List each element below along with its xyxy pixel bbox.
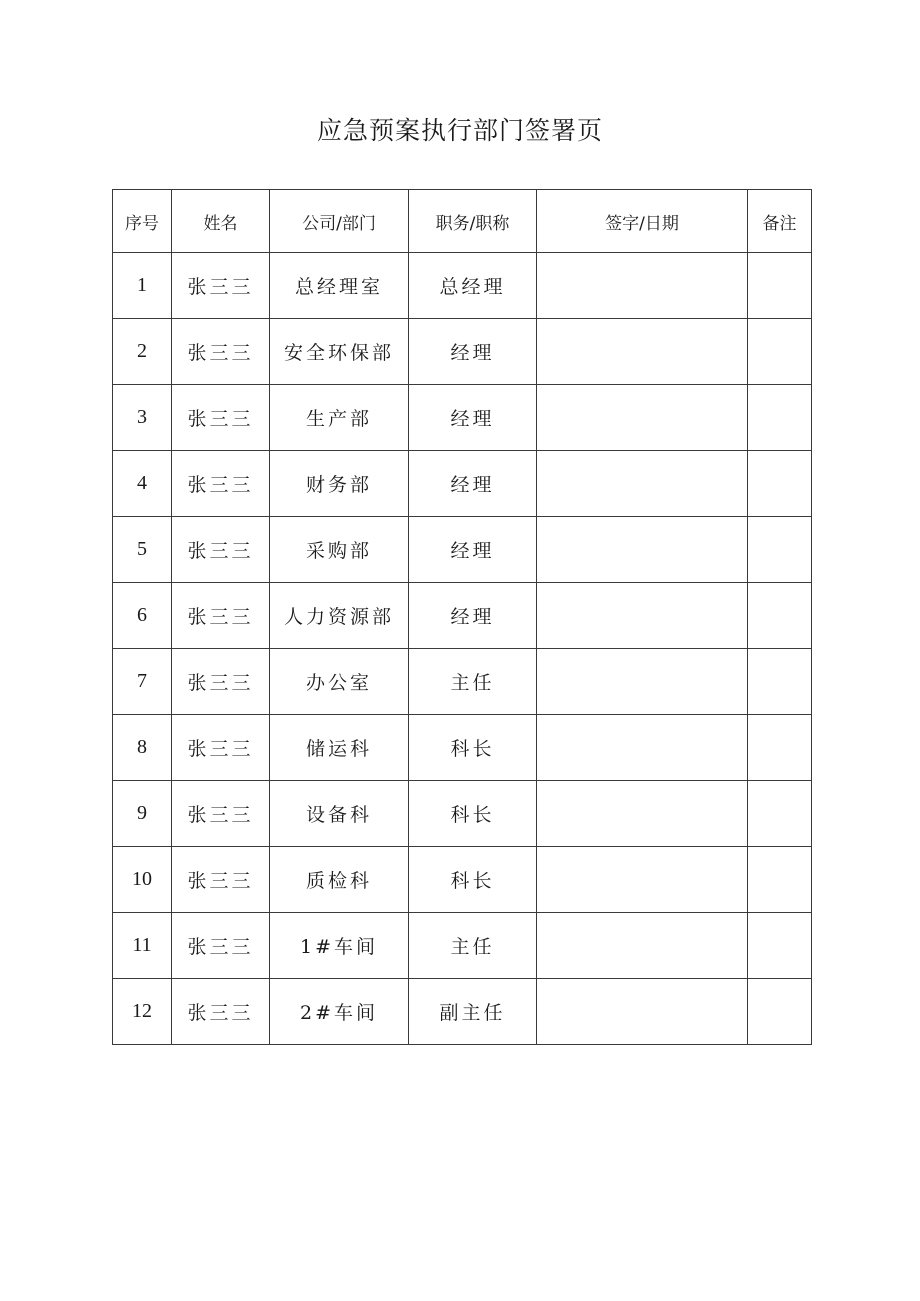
row-note-cell[interactable]	[748, 979, 812, 1045]
row-no: 4	[113, 451, 172, 517]
table-row	[113, 517, 812, 583]
table-row	[113, 913, 812, 979]
row-name: 张三三	[172, 715, 270, 781]
row-note-cell[interactable]	[748, 517, 812, 583]
row-name: 张三三	[172, 253, 270, 319]
row-dept: 1#车间	[270, 913, 409, 979]
row-no: 7	[113, 649, 172, 715]
header-note: 备注	[748, 190, 812, 253]
row-note-cell[interactable]	[748, 253, 812, 319]
row-name: 张三三	[172, 979, 270, 1045]
row-dept: 财务部	[270, 451, 409, 517]
row-name: 张三三	[172, 517, 270, 583]
page-title: 应急预案执行部门签署页	[316, 116, 603, 145]
row-note-cell[interactable]	[748, 913, 812, 979]
row-note-cell[interactable]	[748, 715, 812, 781]
row-sign-cell[interactable]	[537, 319, 748, 385]
row-sign-cell[interactable]	[537, 781, 748, 847]
row-position: 科长	[409, 715, 537, 781]
row-position: 科长	[409, 781, 537, 847]
row-sign-cell[interactable]	[537, 913, 748, 979]
header-sign: 签字/日期	[537, 190, 748, 253]
row-dept: 生产部	[270, 385, 409, 451]
row-name: 张三三	[172, 913, 270, 979]
row-no: 9	[113, 781, 172, 847]
table-row	[113, 979, 812, 1045]
row-dept: 质检科	[270, 847, 409, 913]
row-dept: 总经理室	[270, 253, 409, 319]
row-sign-cell[interactable]	[537, 517, 748, 583]
table-row	[113, 253, 812, 319]
row-note-cell[interactable]	[748, 781, 812, 847]
row-dept: 办公室	[270, 649, 409, 715]
row-position: 副主任	[409, 979, 537, 1045]
row-name: 张三三	[172, 319, 270, 385]
row-name: 张三三	[172, 385, 270, 451]
row-note-cell[interactable]	[748, 649, 812, 715]
row-name: 张三三	[172, 649, 270, 715]
row-note-cell[interactable]	[748, 385, 812, 451]
header-position: 职务/职称	[409, 190, 537, 253]
row-note-cell[interactable]	[748, 319, 812, 385]
row-name: 张三三	[172, 847, 270, 913]
row-dept: 人力资源部	[270, 583, 409, 649]
row-position: 主任	[409, 913, 537, 979]
table-row	[113, 319, 812, 385]
row-position: 经理	[409, 583, 537, 649]
row-sign-cell[interactable]	[537, 649, 748, 715]
row-no: 10	[113, 847, 172, 913]
row-position: 科长	[409, 847, 537, 913]
row-sign-cell[interactable]	[537, 715, 748, 781]
row-no: 11	[113, 913, 172, 979]
row-no: 1	[113, 253, 172, 319]
row-sign-cell[interactable]	[537, 583, 748, 649]
row-sign-cell[interactable]	[537, 451, 748, 517]
table-row	[113, 715, 812, 781]
table-row	[113, 385, 812, 451]
row-sign-cell[interactable]	[537, 253, 748, 319]
row-dept: 储运科	[270, 715, 409, 781]
row-position: 总经理	[409, 253, 537, 319]
row-no: 5	[113, 517, 172, 583]
table-row	[113, 451, 812, 517]
row-note-cell[interactable]	[748, 583, 812, 649]
row-position: 主任	[409, 649, 537, 715]
table-row	[113, 847, 812, 913]
row-no: 12	[113, 979, 172, 1045]
row-sign-cell[interactable]	[537, 847, 748, 913]
table-row	[113, 649, 812, 715]
row-no: 3	[113, 385, 172, 451]
row-name: 张三三	[172, 451, 270, 517]
row-dept: 采购部	[270, 517, 409, 583]
table-row	[113, 781, 812, 847]
row-no: 8	[113, 715, 172, 781]
header-dept: 公司/部门	[270, 190, 409, 253]
row-position: 经理	[409, 319, 537, 385]
header-no: 序号	[113, 190, 172, 253]
row-sign-cell[interactable]	[537, 979, 748, 1045]
table-row	[113, 583, 812, 649]
row-dept: 设备科	[270, 781, 409, 847]
row-dept: 2#车间	[270, 979, 409, 1045]
row-name: 张三三	[172, 781, 270, 847]
row-position: 经理	[409, 517, 537, 583]
row-sign-cell[interactable]	[537, 385, 748, 451]
header-name: 姓名	[172, 190, 270, 253]
table-header-row	[113, 190, 812, 253]
row-dept: 安全环保部	[270, 319, 409, 385]
signature-table	[112, 189, 812, 1045]
row-note-cell[interactable]	[748, 847, 812, 913]
row-name: 张三三	[172, 583, 270, 649]
row-no: 2	[113, 319, 172, 385]
row-position: 经理	[409, 451, 537, 517]
row-position: 经理	[409, 385, 537, 451]
row-no: 6	[113, 583, 172, 649]
row-note-cell[interactable]	[748, 451, 812, 517]
